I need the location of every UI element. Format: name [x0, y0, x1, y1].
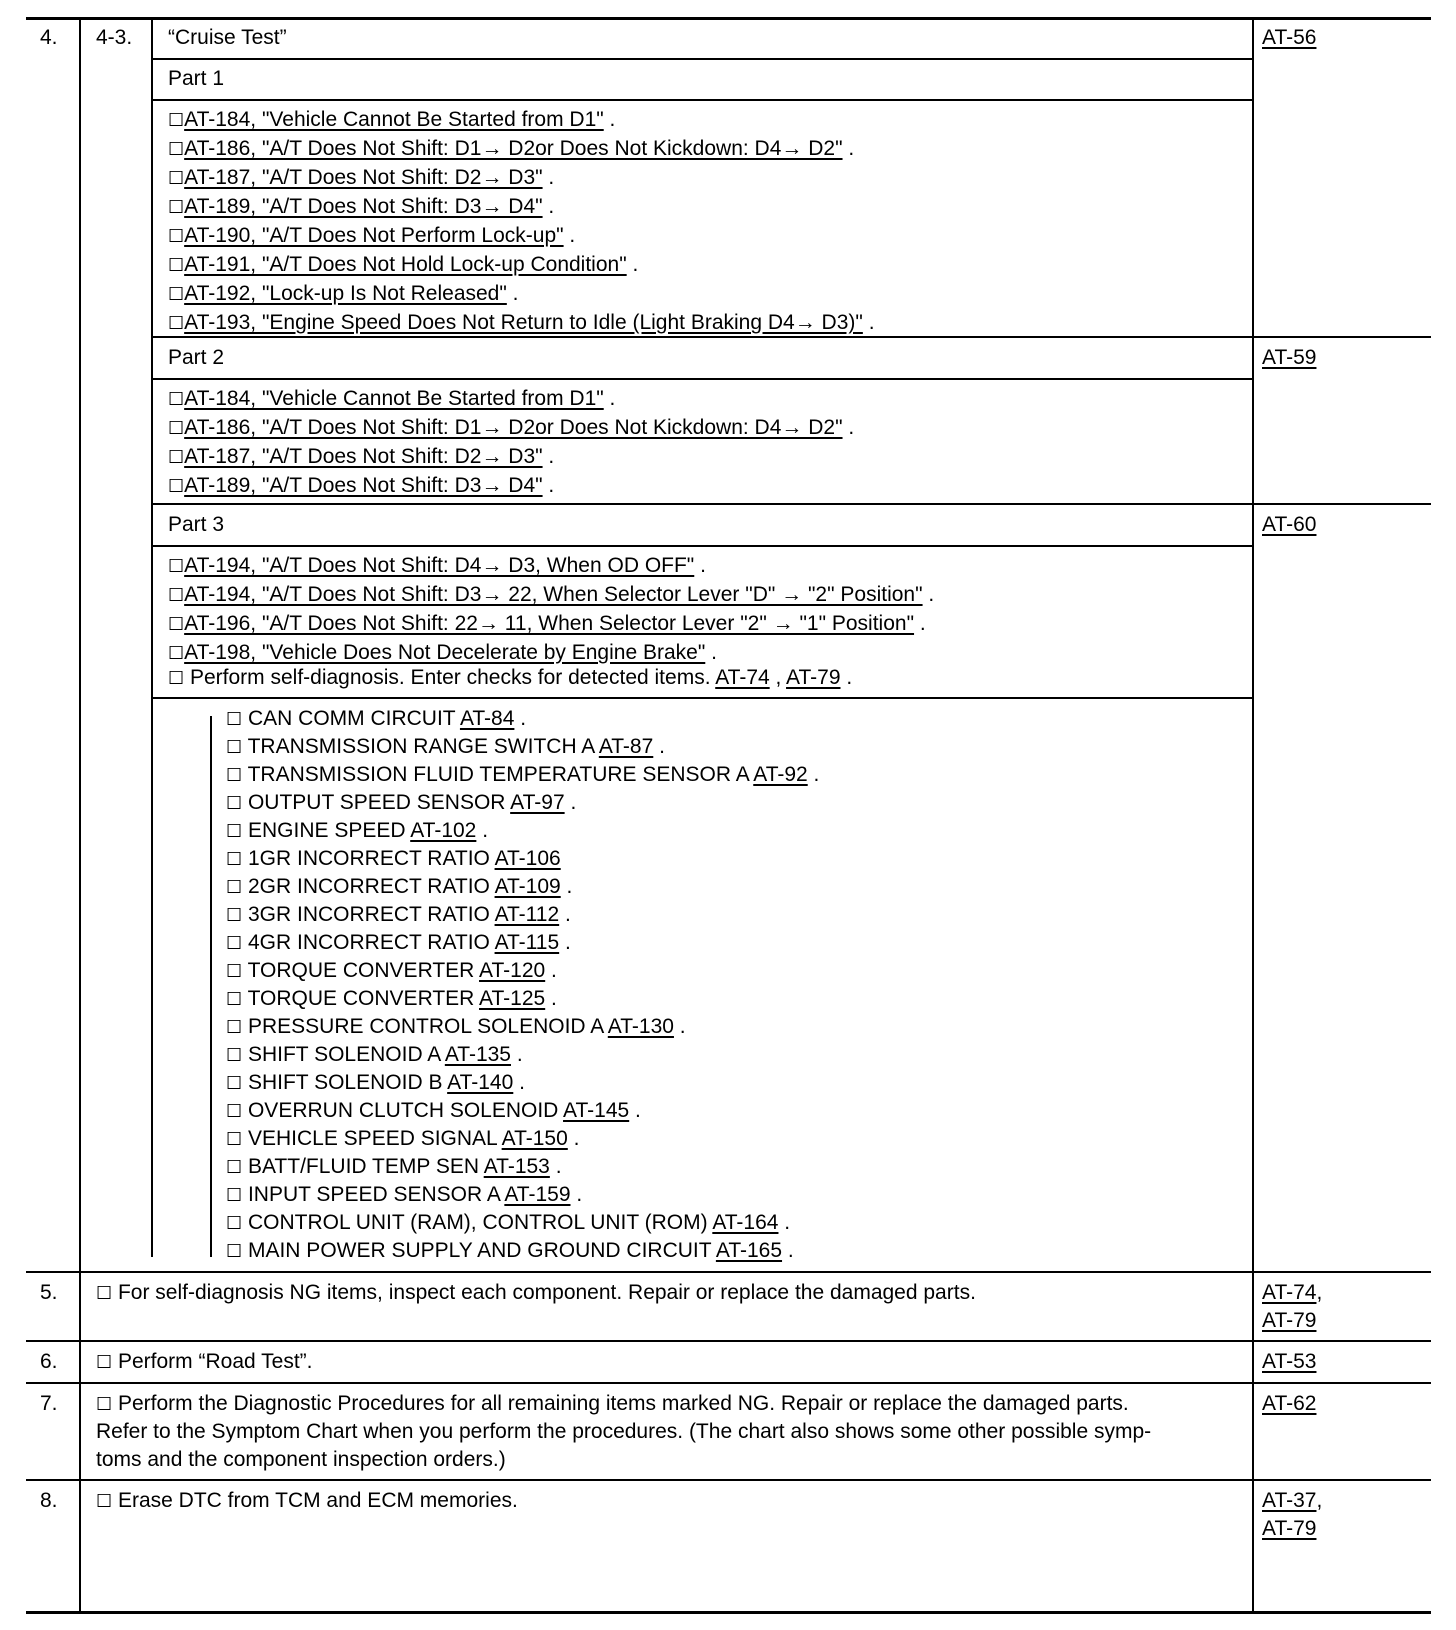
row-divider: [151, 99, 1253, 101]
dtc-item: [226, 1124, 819, 1152]
symptom-link[interactable]: AT-187, "A/T Does Not Shift: D2→ D3": [184, 166, 543, 189]
dtc-label: SHIFT SOLENOID B: [242, 1071, 448, 1094]
item-end: .: [542, 195, 555, 218]
checkbox-icon[interactable]: ☐: [226, 961, 243, 982]
list-item: [168, 580, 934, 609]
dtc-link[interactable]: AT-125: [479, 987, 546, 1010]
row-divider: [151, 503, 1431, 505]
dtc-item: [226, 1208, 819, 1236]
checkbox-icon[interactable]: ☐: [226, 905, 243, 926]
selfdiag-line: [168, 663, 852, 693]
dtc-label: 3GR INCORRECT RATIO: [242, 903, 495, 926]
row-divider: [151, 697, 1253, 699]
checkbox-icon[interactable]: ☐: [168, 418, 185, 439]
ref-link[interactable]: AT-79: [1262, 1517, 1317, 1540]
dtc-item: [226, 928, 819, 956]
dtc-label: 4GR INCORRECT RATIO: [242, 931, 495, 954]
dtc-label: SHIFT SOLENOID A: [242, 1043, 445, 1066]
checkbox-icon[interactable]: ☐: [226, 933, 243, 954]
dtc-item: [226, 1012, 819, 1040]
selfdiag-end: .: [840, 666, 853, 689]
item-end: .: [514, 707, 527, 730]
selfdiag-text: Perform self-diagnosis. Enter checks for detected items.: [184, 666, 716, 689]
symptom-link[interactable]: AT-189, "A/T Does Not Shift: D3→ D4": [184, 474, 543, 497]
item-end: .: [567, 1127, 580, 1150]
checkbox-icon[interactable]: ☐: [226, 989, 243, 1010]
dtc-link[interactable]: AT-135: [444, 1043, 511, 1066]
symptom-link[interactable]: AT-184, "Vehicle Cannot Be Started from D1": [184, 108, 604, 131]
list-item: [168, 192, 875, 221]
item-end: .: [559, 931, 571, 954]
checkbox-icon[interactable]: ☐: [96, 1491, 113, 1512]
dtc-label: PRESSURE CONTROL SOLENOID A: [242, 1015, 608, 1038]
list-item: [168, 221, 875, 250]
checkbox-icon[interactable]: ☐: [226, 765, 243, 786]
list-item: [168, 471, 854, 500]
item-end: .: [862, 311, 875, 334]
ref-sep: ,: [1316, 1281, 1323, 1304]
item-end: .: [545, 959, 557, 982]
dtc-link[interactable]: AT-159: [504, 1183, 571, 1206]
item-end: .: [842, 137, 855, 160]
row-divider: [151, 58, 1253, 60]
dtc-item: [226, 900, 819, 928]
row-divider: [26, 1271, 1431, 1273]
row-divider: [26, 1382, 1431, 1384]
dtc-link[interactable]: AT-164: [712, 1211, 779, 1234]
checkbox-icon[interactable]: ☐: [168, 226, 185, 247]
dtc-checklist: [226, 704, 819, 1264]
list-item: [168, 442, 854, 471]
col-divider-sub: [151, 17, 153, 1257]
item-end: .: [914, 612, 926, 635]
part1-label: Part 1: [168, 67, 225, 90]
dtc-item: [226, 732, 819, 760]
item-end: .: [542, 166, 555, 189]
symptom-link[interactable]: AT-186, "A/T Does Not Shift: D1→ D2or Does Not Kickdown: D4→ D2": [184, 416, 843, 439]
item-end: .: [549, 1155, 562, 1178]
checkbox-icon[interactable]: ☐: [168, 614, 185, 635]
ref-link[interactable]: AT-74: [1262, 1281, 1317, 1304]
step7-line2: Refer to the Symptom Chart when you perform the procedures. (The chart also shows some other possible symp-: [96, 1420, 1152, 1443]
list-item: [168, 384, 854, 413]
dtc-label: TRANSMISSION RANGE SWITCH A: [242, 735, 599, 758]
dtc-label: VEHICLE SPEED SIGNAL: [242, 1127, 502, 1150]
part3-checklist: [168, 551, 934, 667]
item-end: .: [476, 819, 489, 842]
checkbox-icon[interactable]: ☐: [168, 197, 185, 218]
checkbox-icon[interactable]: ☐: [168, 284, 185, 305]
item-end: .: [560, 875, 573, 898]
list-item: [168, 279, 875, 308]
item-end: .: [559, 903, 571, 926]
dtc-link[interactable]: AT-97: [510, 791, 565, 814]
step-number: 7.: [40, 1392, 58, 1415]
dtc-link[interactable]: AT-165: [715, 1239, 783, 1262]
item-end: .: [545, 987, 557, 1010]
dtc-item: [226, 788, 819, 816]
dtc-label: TORQUE CONVERTER: [242, 959, 480, 982]
dtc-label: 1GR INCORRECT RATIO: [242, 847, 495, 870]
checkbox-icon[interactable]: ☐: [96, 1394, 113, 1415]
checkbox-icon[interactable]: ☐: [226, 709, 243, 730]
step-number: 6.: [40, 1350, 58, 1373]
dtc-item: [226, 872, 819, 900]
symptom-link[interactable]: AT-189, "A/T Does Not Shift: D3→ D4": [184, 195, 543, 218]
step7-line3: toms and the component inspection orders.): [96, 1448, 506, 1471]
step5-label: For self-diagnosis NG items, inspect each component. Repair or replace the damaged parts.: [112, 1281, 976, 1304]
dtc-label: OVERRUN CLUTCH SOLENOID: [242, 1099, 564, 1122]
item-end: .: [694, 554, 706, 577]
checkbox-icon[interactable]: ☐: [226, 1157, 243, 1178]
table-top-rule: [26, 17, 1431, 20]
dtc-item: [226, 704, 819, 732]
dtc-label: TRANSMISSION FLUID TEMPERATURE SENSOR A: [242, 763, 754, 786]
item-end: .: [506, 282, 519, 305]
symptom-link[interactable]: AT-194, "A/T Does Not Shift: D3→ 22, When Selector Lever "D" → "2" Position": [184, 583, 923, 606]
dtc-label: CONTROL UNIT (RAM), CONTROL UNIT (ROM): [242, 1211, 713, 1234]
dtc-label: MAIN POWER SUPPLY AND GROUND CIRCUIT: [242, 1239, 716, 1262]
item-end: .: [782, 1239, 794, 1262]
item-end: .: [570, 1183, 583, 1206]
dtc-item: [226, 816, 819, 844]
checkbox-icon[interactable]: ☐: [226, 1213, 243, 1234]
checkbox-icon[interactable]: ☐: [168, 139, 185, 160]
ref-link[interactable]: AT-37: [1262, 1489, 1317, 1512]
checkbox-icon[interactable]: ☐: [96, 1352, 113, 1373]
checkbox-icon[interactable]: ☐: [168, 668, 185, 689]
dtc-link[interactable]: AT-92: [753, 763, 808, 786]
dtc-link[interactable]: AT-112: [494, 903, 560, 926]
symptom-link[interactable]: AT-187, "A/T Does Not Shift: D2→ D3": [184, 445, 543, 468]
checkbox-icon[interactable]: ☐: [168, 585, 185, 606]
step-number: 4.: [40, 26, 58, 49]
selfdiag-sep: ,: [769, 666, 787, 689]
item-end: .: [653, 735, 665, 758]
selfdiag-link-at74[interactable]: AT-74: [715, 666, 770, 689]
item-end: .: [626, 253, 639, 276]
substep-title: “Cruise Test”: [168, 26, 287, 49]
item-end: .: [778, 1211, 791, 1234]
substep-number: 4-3.: [96, 26, 133, 49]
list-item: [168, 105, 875, 134]
symptom-link[interactable]: AT-193, "Engine Speed Does Not Return to Idle (Light Braking D4→ D3)": [184, 311, 863, 334]
item-end: .: [705, 641, 717, 664]
ref-link[interactable]: AT-53: [1262, 1350, 1317, 1373]
row-divider: [26, 1340, 1431, 1342]
dtc-label: CAN COMM CIRCUIT: [242, 707, 460, 730]
dtc-item: [226, 956, 819, 984]
dtc-link[interactable]: AT-84: [459, 707, 515, 730]
checkbox-icon[interactable]: ☐: [96, 1283, 113, 1304]
dtc-item: [226, 844, 819, 872]
dtc-label: 2GR INCORRECT RATIO: [242, 875, 495, 898]
step5-refs: [1262, 1278, 1322, 1307]
dtc-label: ENGINE SPEED: [242, 819, 411, 842]
item-end: .: [629, 1099, 641, 1122]
item-end: .: [842, 416, 855, 439]
list-item: [168, 134, 875, 163]
dtc-link[interactable]: AT-140: [447, 1071, 514, 1094]
item-end: .: [510, 1043, 523, 1066]
symptom-link[interactable]: AT-191, "A/T Does Not Hold Lock-up Condition": [184, 253, 627, 276]
dtc-item: [226, 1096, 819, 1124]
part2-checklist: [168, 384, 854, 500]
step8-text: [96, 1486, 518, 1516]
step6-label: Perform “Road Test”.: [112, 1350, 313, 1373]
step8-label: Erase DTC from TCM and ECM memories.: [112, 1489, 518, 1512]
dtc-item: [226, 1152, 819, 1180]
row-divider: [26, 1479, 1431, 1481]
checkbox-icon[interactable]: ☐: [226, 821, 243, 842]
dtc-link[interactable]: AT-109: [494, 875, 561, 898]
item-end: .: [603, 108, 616, 131]
dtc-link[interactable]: AT-153: [483, 1155, 550, 1178]
list-item: [168, 413, 854, 442]
dtc-item: [226, 1068, 819, 1096]
table-bottom-rule: [26, 1611, 1431, 1614]
dtc-label: TORQUE CONVERTER: [242, 987, 480, 1010]
part2-label: Part 2: [168, 346, 225, 369]
ref-link-part2[interactable]: AT-59: [1262, 346, 1317, 369]
dtc-link[interactable]: AT-87: [598, 735, 654, 758]
row-divider: [151, 545, 1253, 547]
item-end: .: [542, 474, 555, 497]
step8-refs: [1262, 1486, 1322, 1515]
checkbox-icon[interactable]: ☐: [226, 1073, 243, 1094]
dtc-link[interactable]: AT-102: [410, 819, 477, 842]
checkbox-icon[interactable]: ☐: [226, 1017, 243, 1038]
list-item: [168, 551, 934, 580]
step7-label: Perform the Diagnostic Procedures for all remaining items marked NG. Repair or replace the damaged parts.: [112, 1392, 1129, 1415]
list-item: [168, 308, 875, 337]
checkbox-icon[interactable]: ☐: [226, 877, 243, 898]
symptom-link[interactable]: AT-194, "A/T Does Not Shift: D4→ D3, When OD OFF": [184, 554, 695, 577]
checkbox-icon[interactable]: ☐: [168, 255, 185, 276]
symptom-link[interactable]: AT-198, "Vehicle Does Not Decelerate by Engine Brake": [184, 641, 706, 664]
item-end: .: [603, 387, 616, 410]
dtc-item: [226, 760, 819, 788]
dtc-item: [226, 1180, 819, 1208]
symptom-link[interactable]: AT-196, "A/T Does Not Shift: 22→ 11, When Selector Lever "2" → "1" Position": [184, 612, 915, 635]
checkbox-icon[interactable]: ☐: [168, 168, 185, 189]
checkbox-icon[interactable]: ☐: [168, 313, 185, 334]
list-item: [168, 163, 875, 192]
step5-text: [96, 1278, 976, 1308]
col-divider-num: [79, 17, 81, 1611]
item-end: .: [542, 445, 555, 468]
symptom-link[interactable]: AT-184, "Vehicle Cannot Be Started from D1": [184, 387, 604, 410]
list-item: [168, 609, 934, 638]
item-end: .: [807, 763, 820, 786]
checkbox-icon[interactable]: ☐: [168, 476, 185, 497]
checkbox-icon[interactable]: ☐: [226, 1241, 243, 1262]
checkbox-icon[interactable]: ☐: [226, 1045, 243, 1066]
dtc-link[interactable]: AT-130: [607, 1015, 674, 1038]
dtc-item: [226, 984, 819, 1012]
col-divider-dtc: [210, 716, 212, 1257]
checkbox-icon[interactable]: ☐: [226, 1101, 243, 1122]
dtc-label: BATT/FLUID TEMP SEN: [242, 1155, 484, 1178]
dtc-link[interactable]: AT-106: [494, 847, 561, 870]
item-end: .: [513, 1071, 525, 1094]
checkbox-icon[interactable]: ☐: [226, 1185, 243, 1206]
dtc-item: [226, 1040, 819, 1068]
col-divider-ref: [1252, 17, 1254, 1611]
checkbox-icon[interactable]: ☐: [226, 849, 243, 870]
part3-label: Part 3: [168, 513, 225, 536]
dtc-link[interactable]: AT-120: [479, 959, 546, 982]
symptom-link[interactable]: AT-192, "Lock-up Is Not Released": [184, 282, 507, 305]
step6-text: [96, 1347, 312, 1377]
checkbox-icon[interactable]: ☐: [168, 389, 185, 410]
checkbox-icon[interactable]: ☐: [168, 643, 185, 664]
dtc-link[interactable]: AT-145: [563, 1099, 630, 1122]
step-number: 5.: [40, 1281, 58, 1304]
ref-sep: ,: [1316, 1489, 1323, 1512]
checkbox-icon[interactable]: ☐: [168, 556, 185, 577]
row-divider: [151, 378, 1253, 380]
item-end: .: [564, 791, 577, 814]
checkbox-icon[interactable]: ☐: [226, 737, 243, 758]
item-end: .: [922, 583, 935, 606]
ref-link[interactable]: AT-79: [1262, 1309, 1317, 1332]
dtc-label: INPUT SPEED SENSOR A: [242, 1183, 505, 1206]
ref-link[interactable]: AT-62: [1262, 1392, 1317, 1415]
symptom-link[interactable]: AT-186, "A/T Does Not Shift: D1→ D2or Does Not Kickdown: D4→ D2": [184, 137, 843, 160]
step-number: 8.: [40, 1489, 58, 1512]
list-item: [168, 250, 875, 279]
dtc-link[interactable]: AT-150: [501, 1127, 568, 1150]
checkbox-icon[interactable]: ☐: [168, 447, 185, 468]
checkbox-icon[interactable]: ☐: [226, 1129, 243, 1150]
item-end: .: [563, 224, 576, 247]
ref-link-part3[interactable]: AT-60: [1262, 513, 1317, 536]
dtc-item: [226, 1236, 819, 1264]
checkbox-icon[interactable]: ☐: [168, 110, 185, 131]
dtc-label: OUTPUT SPEED SENSOR: [242, 791, 511, 814]
selfdiag-link-at79[interactable]: AT-79: [786, 666, 841, 689]
ref-link-part1[interactable]: AT-56: [1262, 26, 1317, 49]
part1-checklist: [168, 105, 875, 337]
checkbox-icon[interactable]: ☐: [226, 793, 243, 814]
item-end: .: [673, 1015, 686, 1038]
step7-line1: [96, 1389, 1129, 1419]
dtc-link[interactable]: AT-115: [494, 931, 560, 954]
symptom-link[interactable]: AT-190, "A/T Does Not Perform Lock-up": [184, 224, 564, 247]
